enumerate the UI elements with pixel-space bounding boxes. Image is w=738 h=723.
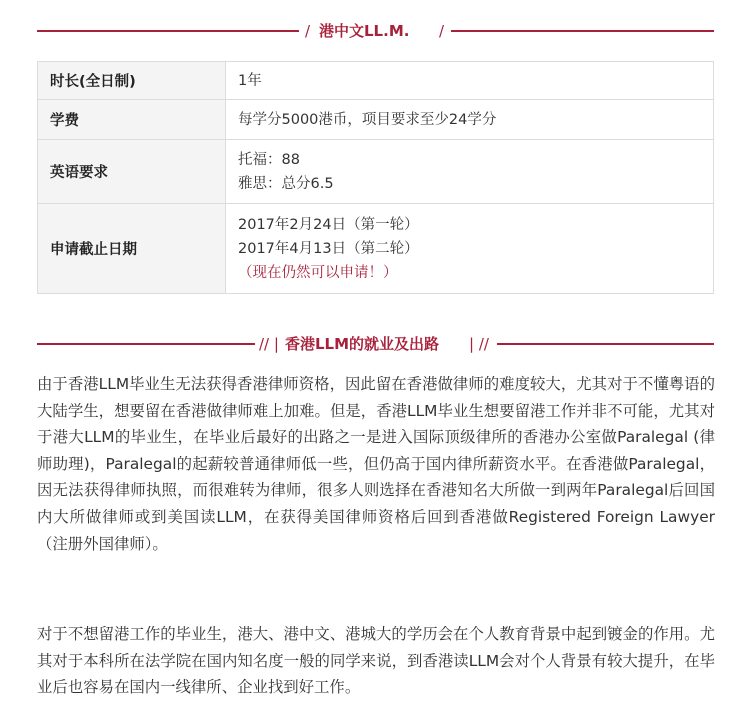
divider-line-right (497, 343, 714, 345)
section-title: 香港LLM的就业及出路 (285, 335, 440, 353)
slash-ornament-right: | // (469, 335, 489, 353)
table-row-english (38, 140, 714, 204)
employment-paragraph-1: 由于香港LLM毕业生无法获得香港律师资格，因此留在香港做律师的难度较大，尤其对于不懂粤语的大陆学生，想要留在香港做律师难上加难。但是，香港LLM毕业生想要留港工作并非不可能，尤其对于港大LLM的毕业生，在毕业后最好的出路之一是进入国际顶级律所的香港办公室做Paralegal (律师助理)，Paralegal的起薪较普通律师低一些，但仍高于国内律所薪资水平。在香港做Paralegal，因无法获得律师执照，而很难转为律师，很多人则选择在香港知名大所做一到两年Paralegal后回国内大所做律师或到美国读LLM，在获得美国律师资格后回到香港做Registered Foreign Lawyer （注册外国律师）。 (37, 375, 715, 553)
row-label: 时长(全日制) (38, 62, 226, 100)
table-row-tuition (38, 100, 714, 140)
value-line: 2017年4月13日（第二轮） (238, 240, 419, 257)
section-header-employment (37, 333, 714, 355)
row-value (226, 100, 714, 140)
slash-ornament-right: / (439, 22, 445, 40)
section-title: 港中文LL.M. (319, 22, 410, 40)
row-label: 学费 (38, 100, 226, 140)
value-line: 雅思：总分6.5 (238, 175, 334, 192)
row-label: 英语要求 (38, 140, 226, 204)
value-line: 托福：88 (238, 151, 300, 168)
still-open-note: （现在仍然可以申请！） (238, 264, 398, 281)
value-line: 每学分5000港币，项目要求至少24学分 (238, 111, 497, 128)
slash-ornament-left: // | (259, 335, 279, 353)
table-row-deadline (38, 204, 714, 294)
table-row-duration (38, 62, 714, 100)
value-line: 1年 (238, 72, 262, 89)
row-value (226, 204, 714, 294)
divider-line-left (37, 343, 255, 345)
employment-paragraph-2: 对于不想留港工作的毕业生，港大、港中文、港城大的学历会在个人教育背景中起到镀金的作用。尤其对于本科所在法学院在国内知名度一般的同学来说，到香港读LLM会对个人背景有较大提升，在毕业后也容易在国内一线律所、企业找到好工作。 (37, 625, 715, 697)
section-header-cuhk (37, 20, 714, 42)
divider-line-right (451, 30, 714, 32)
value-line: 2017年2月24日（第一轮） (238, 216, 419, 233)
program-info-table (37, 61, 714, 294)
row-value (226, 140, 714, 204)
slash-ornament-left: / (305, 22, 311, 40)
row-label: 申请截止日期 (38, 204, 226, 294)
divider-line-left (37, 30, 299, 32)
row-value (226, 62, 714, 100)
